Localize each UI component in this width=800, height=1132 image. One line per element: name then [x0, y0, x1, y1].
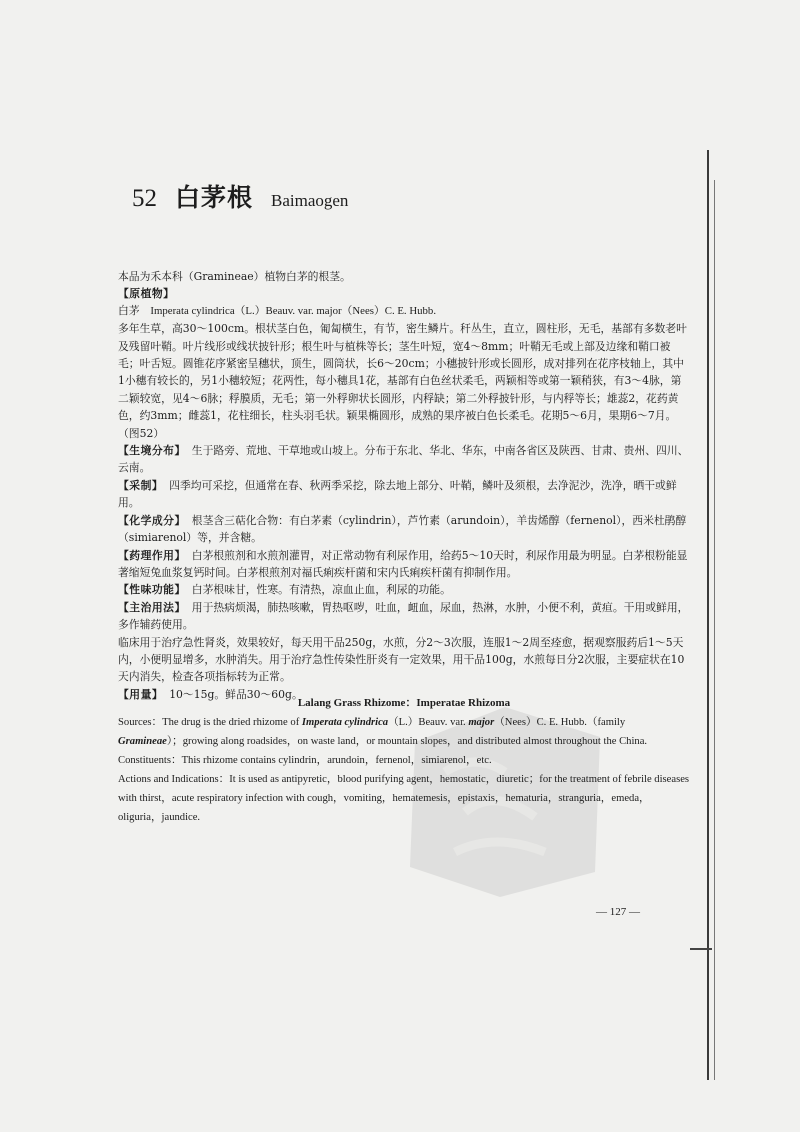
origin-label: 【原植物】	[118, 287, 175, 301]
page-edge-line	[707, 150, 709, 1080]
dosage-label: 【用量】	[118, 687, 164, 701]
entry-name-pinyin: Baimaogen	[271, 191, 349, 210]
chemistry-label: 【化学成分】	[118, 513, 186, 527]
entry-heading	[132, 178, 348, 214]
english-title: Lalang Grass Rhizome：Imperatae Rhizoma	[297, 697, 511, 709]
indications-label: 【主治用法】	[118, 600, 186, 614]
entry-number: 52	[132, 185, 157, 212]
page-edge-line-thin	[714, 180, 715, 1080]
distribution-label: 【生境分布】	[118, 444, 186, 458]
plant-description: 多年生草，高30～100cm。根状茎白色，匍匐横生，有节，密生鳞片。秆丛生，直立，圆柱形，无毛，基部有多数老叶及残留叶鞘。叶片线形或线状披针形；根生叶与植株等长；茎生叶短，宽4～8mm；叶鞘无毛或上部及边缘和鞘口被毛；叶舌短。圆锥花序紧密呈穗状，顶生，圆筒状，长6～20cm；小穗披针形或长圆形，成对排列在花序枝轴上，其中1小穗有较长的，另1小穗较短；花两性，每小穗具1花，基部有白色丝状柔毛，两颖相等或第一颖稍狭，有3～4脉，第二颖较宽，见4～6脉；稃膜质，无毛；第一外稃卵状长圆形，内稃缺；第二外稃披针形，与内稃等长；雄蕊2，花药黄色，约3mm；雌蕊1，花柱细长，柱头羽毛状。颖果椭圆形，成熟的果序被白色长柔毛。花期5～6月，果期6～7月。（图52）	[118, 322, 687, 440]
indications-text: 用于热病烦渴，肺热咳嗽，胃热呕哕，吐血，衄血，尿血，热淋，水肿，小便不利，黄疸。干用或鲜用，多作辅药使用。	[118, 600, 689, 632]
chinese-body	[118, 268, 690, 703]
corner-mark	[690, 948, 712, 950]
nature-label: 【性味功能】	[118, 583, 186, 597]
english-actions: Actions and Indications：It is used as antipyretic，blood purifying agent，hemostatic，diuretic；for the treatment of febrile diseases with thirst，acute respiratory infection with cough，vomiting，hematemesis，epistaxis，hematuria，stranguria，emeda，oliguria，jaundice.	[118, 774, 690, 823]
english-sources: Sources：The drug is the dried rhizome of Imperata cylindrica（L.）Beauv. var. major（Nees）C. E. Hubb.（family Gramineae）；growing along roadsides，on waste land，or mountain slopes，and distributed almost throughout the China.	[118, 717, 648, 747]
species-line: 白茅 Imperata cylindrica（L.）Beauv. var. major（Nees）C. E. Hubb.	[118, 304, 437, 317]
english-constituents: Constituents：This rhizome contains cylindrin，arundoin，fernenol，simiarenol，etc.	[118, 755, 492, 766]
intro-line: 本品为禾本科（Gramineae）植物白茅的根茎。	[118, 270, 351, 283]
distribution-text: 生于路旁、荒地、干草地或山坡上。分布于东北、华北、华东，中南各省区及陕西、甘肃、贵州、四川、云南。	[118, 444, 689, 475]
entry-name-chinese: 白茅根	[175, 183, 254, 212]
dosage-text: 10～15g。鲜品30～60g。	[169, 687, 303, 701]
pharmacology-text: 白茅根煎剂和水煎剂灌胃，对正常动物有利尿作用，给药5～10天时，利尿作用最为明显。白茅根粉能显著缩短兔血浆复钙时间。白茅根煎剂对福氏痢疾杆菌和宋内氏痢疾杆菌有抑制作用。	[118, 548, 688, 579]
english-body	[118, 713, 690, 827]
clinical-text: 临床用于治疗急性肾炎，效果较好，每天用干品250g，水煎，分2～3次服，连服1～2周至痊愈，据观察服药后1～5天内，小便明显增多，水肿消失。用于治疗急性传染性肝炎有一定效果，用干品100g，水煎每日分2次服，主要症状在10天内消失，检查各项指标转为正常。	[118, 635, 685, 684]
harvest-label: 【采制】	[118, 478, 164, 492]
nature-text: 白茅根味甘，性寒。有清热，凉血止血，利尿的功能。	[191, 583, 451, 597]
page-number: — 127 —	[596, 906, 640, 918]
pharmacology-label: 【药理作用】	[118, 548, 186, 562]
harvest-text: 四季均可采挖，但通常在春、秋两季采挖，除去地上部分、叶鞘，鳞叶及须根，去净泥沙，洗净，晒干或鲜用。	[118, 478, 677, 510]
chemistry-text: 根茎含三萜化合物：有白茅素（cylindrin），芦竹素（arundoin），羊齿烯醇（fernenol），西米杜鹃醇（simiarenol）等，并含糖。	[118, 513, 687, 545]
